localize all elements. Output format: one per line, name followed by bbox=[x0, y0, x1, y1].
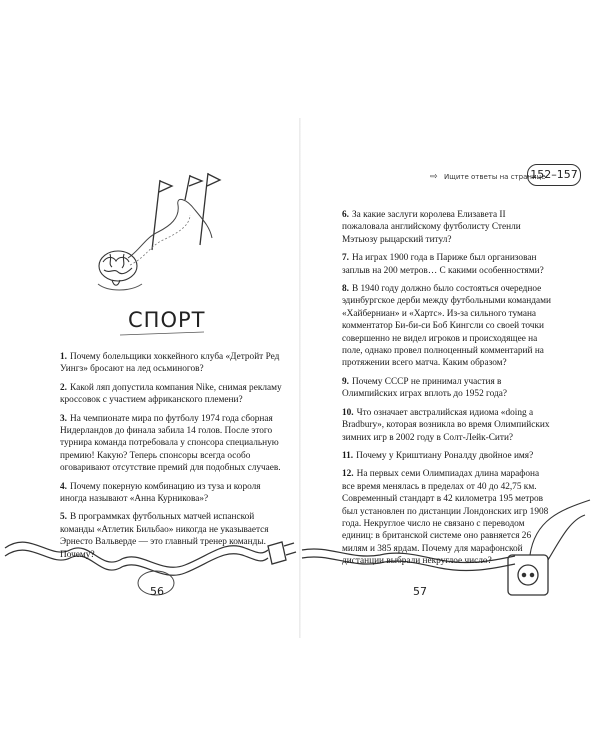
question-item: 6. За какие заслуги королева Елизавета II пожаловала английскому футболисту Стенли Мэтьюзу рыцарский титул? bbox=[342, 210, 521, 245]
answers-hint: Ищите ответы на странице bbox=[444, 173, 546, 181]
arrow-right-icon: ⇨ bbox=[430, 172, 438, 182]
left-question-list bbox=[60, 351, 285, 567]
page-number-right: 57 bbox=[413, 585, 427, 598]
road-line bbox=[128, 199, 212, 258]
question-item: 7. На играх 1900 года в Париже был организован заплыв на 200 метров… С какими особенностями? bbox=[342, 253, 544, 276]
question-item: 10. Что означает австралийская идиома «doing a Bradbury», которая возникла во время Олимпийских зимних игр в 2002 году в Солт-Лейк-Сити? bbox=[342, 407, 550, 443]
question-item: 3. На чемпионате мира по футболу 1974 года сборная Нидерландов до финала забила 14 голов. После этого турнира команда потребовала у спонсора специальную премию! Какую? Теперь спонсоры всегда особо оговаривают отсутствие премий для подобных случаев. bbox=[60, 413, 281, 474]
title-banner bbox=[120, 332, 204, 335]
answer-pages-badge: 152–157 bbox=[527, 164, 581, 186]
question-item: 11. Почему у Криштиану Роналду двойное имя? bbox=[342, 450, 534, 461]
question-item: 2. Какой ляп допустила компания Nike, снимая рекламу кроссовок с участием африканского племени? bbox=[60, 382, 282, 406]
question-item: 1. Почему болельщики хоккейного клуба «Детройт Ред Уингз» бросают на лед осьминогов? bbox=[60, 352, 280, 375]
brain-icon bbox=[99, 251, 137, 285]
question-item: 5. В программках футбольных матчей испанской команды «Атлетик Бильбао» никогда не указывается Эрнесто Вальверде — это главный тренер команды. Почему? bbox=[60, 512, 269, 560]
right-question-list bbox=[342, 209, 554, 574]
question-item: 9. Почему СССР не принимал участия в Олимпийских играх вплоть до 1952 года? bbox=[342, 376, 507, 400]
page-fold bbox=[299, 118, 301, 638]
question-item: 4. Почему покерную комбинацию из туза и короля иногда называют «Анна Курникова»? bbox=[60, 481, 261, 505]
section-title: СПОРТ bbox=[128, 308, 206, 332]
question-item: 8. В 1940 году должно было состояться очередное эдинбургское дерби между футбольными командами «Хайберниан» и «Хартс». Из-за сильного тумана комментатор Би-би-си Боб Кингсли со своей точки совершенно не видел игроков и происходящее на поле, однако провел полноценный комментарий на протяжении всего матча. Каким образом? bbox=[342, 284, 551, 369]
page-number-left: 56 bbox=[150, 585, 164, 598]
question-item: 12. На первых семи Олимпиадах длина марафона все время менялась в пределах от 40 до 42,75 км. Современный стандарт в 42 километра 195 метров был установлен по дистанции Лондонских игр 1908 года. Некруглое число не связано с переводом единиц: в британской системе оно равняется 26 милям и 385 ярдам. Почему для марафонской дистанции выбрали некруглое число? bbox=[342, 469, 549, 567]
flag-icon bbox=[152, 173, 220, 250]
